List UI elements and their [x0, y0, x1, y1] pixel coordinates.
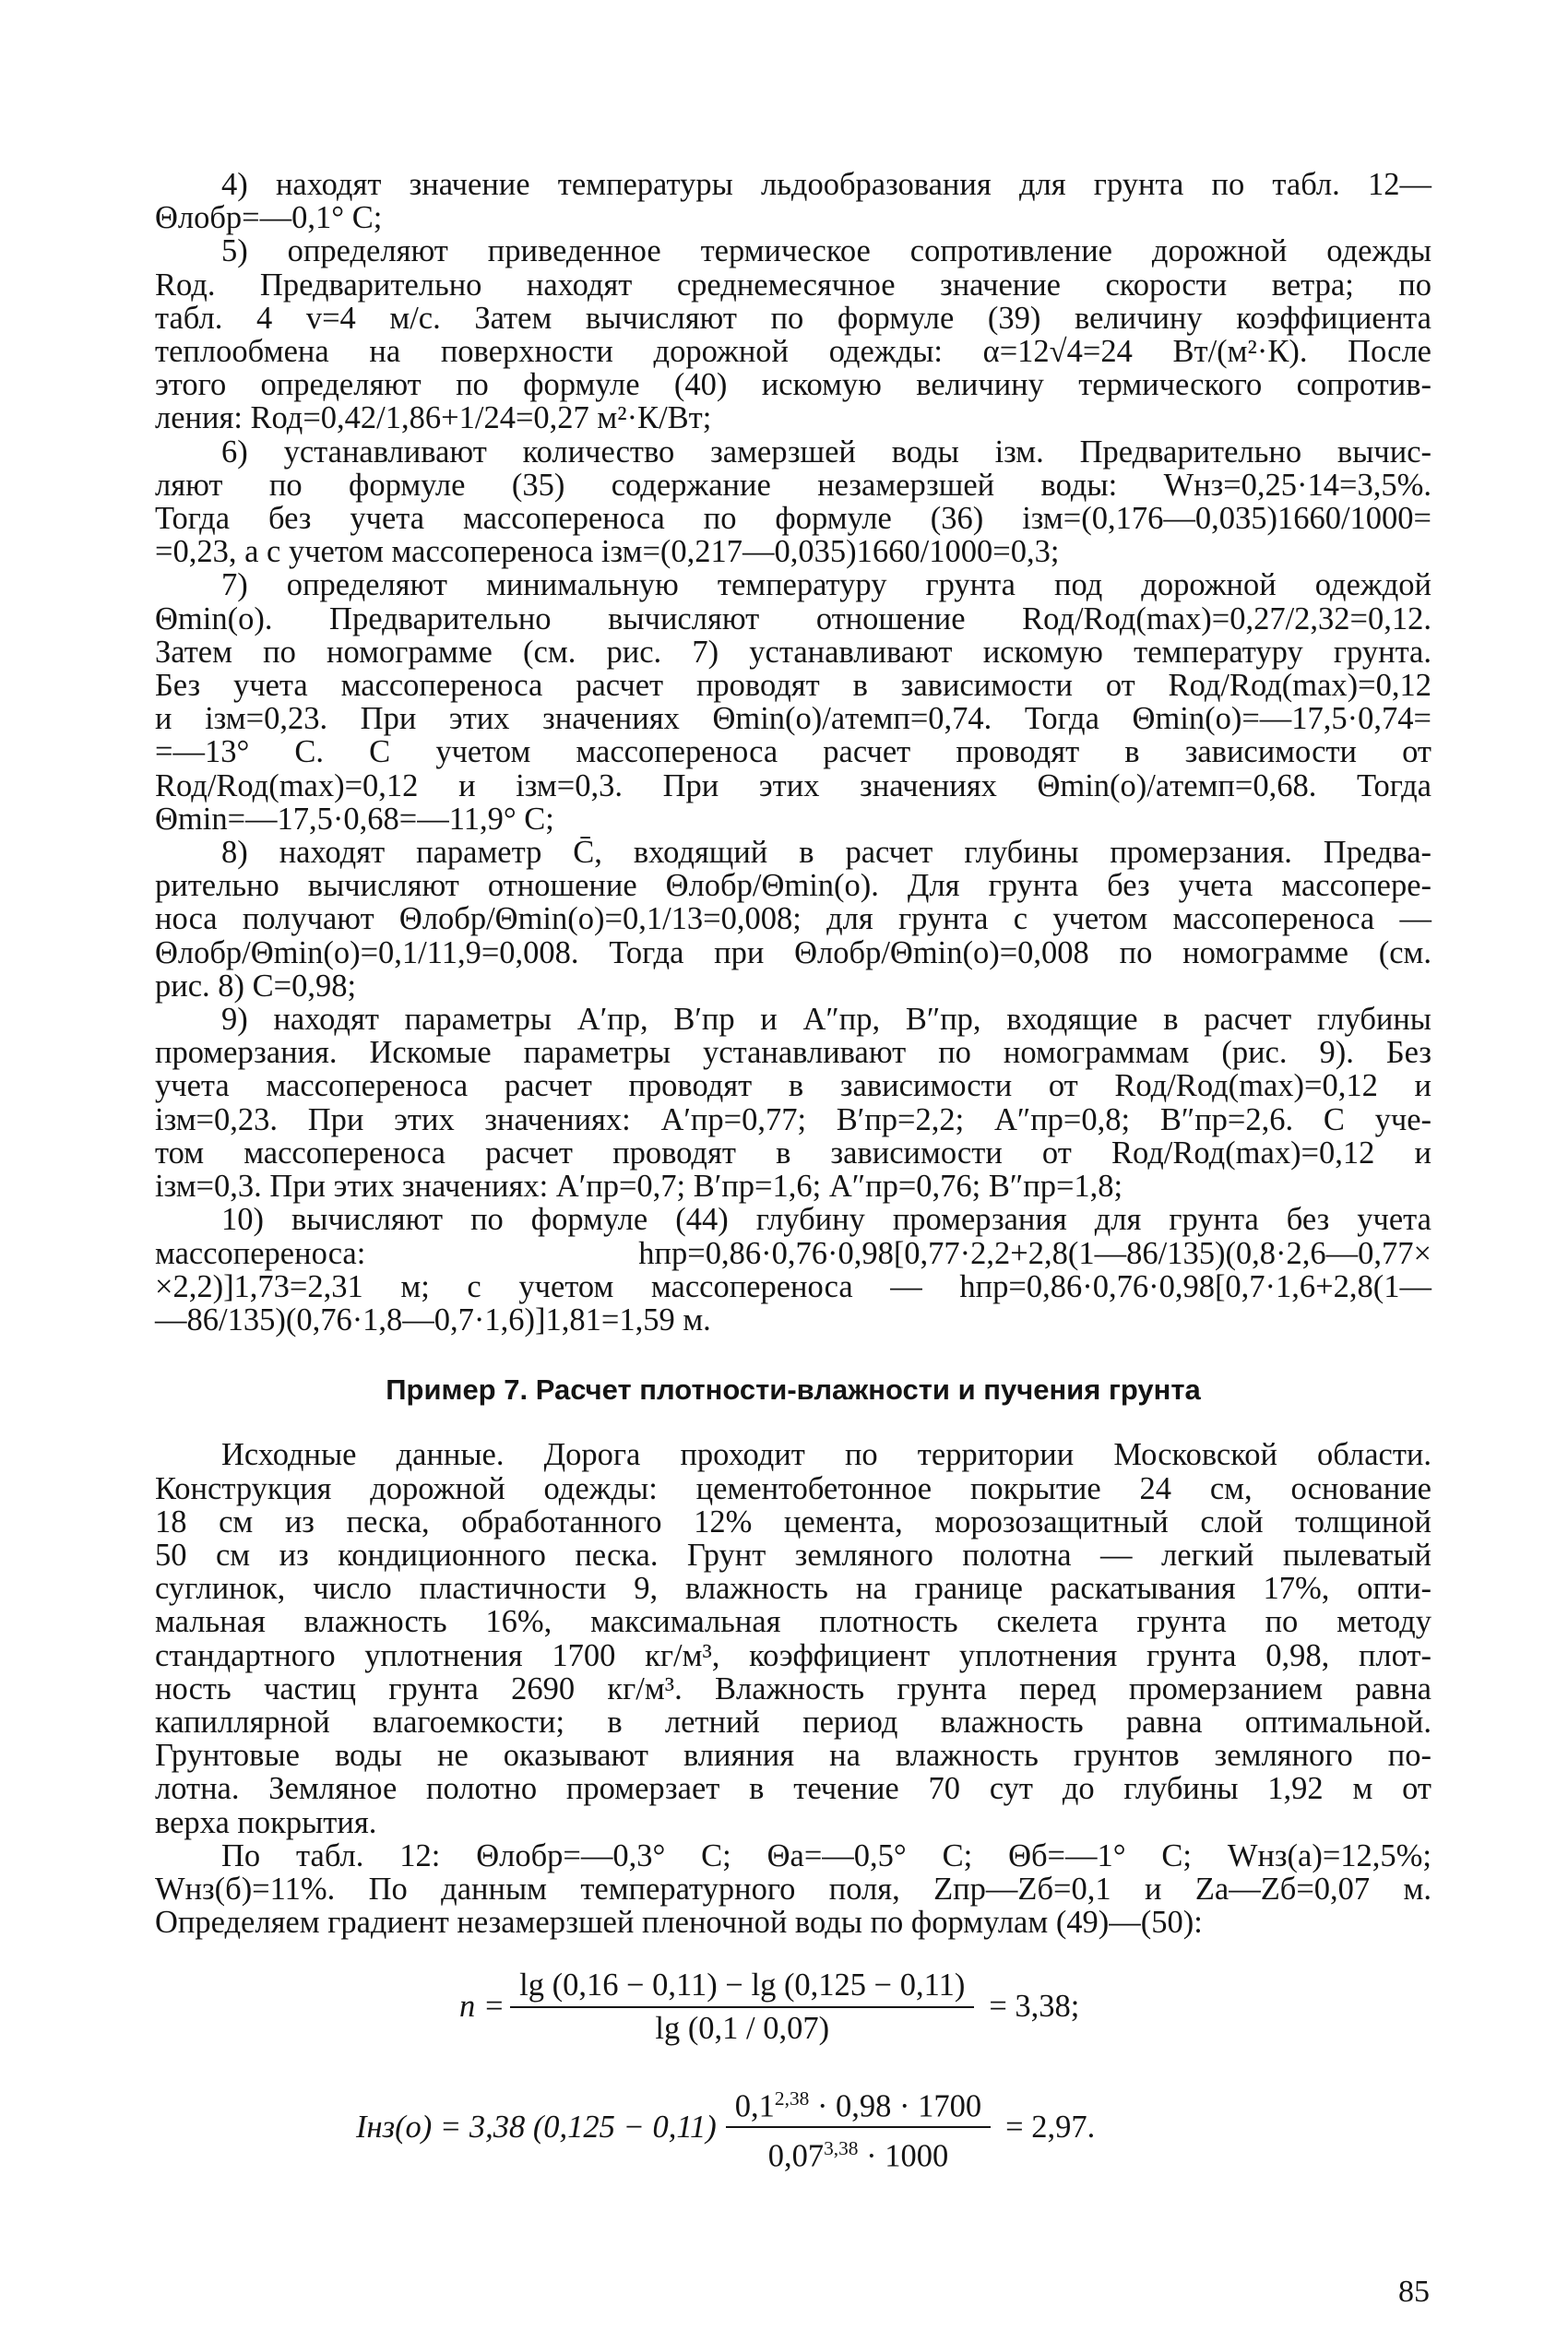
formula-inz-rhs: = 2,97.: [1005, 2110, 1096, 2146]
steps-text-line: учета массопереноса расчет проводят в зависимости от Rод/Rод(max)=0,12 и: [155, 1068, 1431, 1104]
example-text-line: мальная влажность 16%, максимальная плотность скелета грунта по методу: [155, 1604, 1431, 1640]
example-text-line: Исходные данные. Дорога проходит по территории Московской области.: [221, 1437, 1431, 1473]
example-text-line: 18 см из песка, обработанного 12% цемента, морозозащитный слой толщиной: [155, 1504, 1431, 1540]
steps-text-line: ляют по формуле (35) содержание незамерзшей воды: Wнз=0,25·14=3,5%.: [155, 467, 1431, 503]
formula-n-denominator: lg (0,1 / 0,07): [655, 2010, 830, 2046]
steps-text-line: =0,23, а с учетом массопереноса iзм=(0,217—0,035)1660/1000=0,3;: [155, 534, 1060, 570]
steps-text-line: ления: Rод=0,42/1,86+1/24=0,27 м²·К/Вт;: [155, 400, 712, 436]
steps-text-line: и iзм=0,23. При этих значениях Θmin(o)/aтемп=0,74. Тогда Θmin(o)=—17,5·0,74=: [155, 701, 1431, 737]
steps-text-line: Затем по номограмме (см. рис. 7) устанавливают искомую температуру грунта.: [155, 634, 1431, 670]
steps-text-line: —86/135)(0,76·1,8—0,7·1,6)]1,81=1,59 м.: [155, 1302, 711, 1337]
example-text-line: капиллярной влагоемкости; в летний период влажность равна оптимальной.: [155, 1704, 1431, 1740]
formula-n: [459, 1968, 1431, 2044]
steps-text-line: Θлобр/Θmin(o)=0,1/11,9=0,008. Тогда при Θлобр/Θmin(o)=0,008 по номограмме (см.: [155, 934, 1431, 970]
steps-section: [155, 168, 1431, 1337]
example-text-line: Определяем градиент незамерзшей пленочной воды по формулам (49)—(50):: [155, 1905, 1203, 1941]
steps-text-line: Θmin(o). Предварительно вычисляют отношение Rод/Rод(max)=0,27/2,32=0,12.: [155, 600, 1431, 636]
formula-inz-numerator: $0,1^{2,38} \cdot 0,98 \cdot 1700$: [726, 2082, 991, 2129]
steps-text-line: iзм=0,3. При этих значениях: A′пр=0,7; B′пр=1,6; A″пр=0,76; B″пр=1,8;: [155, 1169, 1123, 1205]
steps-text-line: рис. 8) C=0,98;: [155, 968, 357, 1004]
example-text-line: ность частиц грунта 2690 кг/м³. Влажность грунта перед промерзанием равна: [155, 1670, 1431, 1706]
formula-inz-denominator: $0,07^{3,38} \cdot 1000$: [767, 2137, 949, 2174]
steps-text-line: Без учета массопереноса расчет проводят в зависимости от Rод/Rод(max)=0,12: [155, 668, 1431, 704]
example-text-line: лотна. Земляное полотно промерзает в течение 70 сут до глубины 1,92 м от: [155, 1771, 1431, 1807]
formula-n-rhs: = 3,38;: [989, 1989, 1080, 2025]
formula-n-numerator: lg (0,16 − 0,11) − lg (0,125 − 0,11): [510, 1968, 974, 2007]
example-text-line: Wнз(б)=11%. По данным температурного поля, Zпр—Zб=0,1 и Zа—Zб=0,07 м.: [155, 1871, 1431, 1907]
page-number: 85: [1398, 2275, 1430, 2309]
steps-text-line: Θлобр=—0,1° С;: [155, 200, 383, 236]
page-content: [155, 168, 1431, 2173]
steps-text-line: табл. 4 v=4 м/с. Затем вычисляют по формуле (39) величину коэффициента: [155, 300, 1431, 336]
steps-text-line: Rод. Предварительно находят среднемесячное значение скорости ветра; по: [155, 267, 1431, 303]
steps-text-line: Θmin=—17,5·0,68=—11,9° С;: [155, 801, 554, 837]
formula-inz: [356, 2082, 1431, 2173]
steps-text-line: 7) определяют минимальную температуру грунта под дорожной одеждой: [221, 567, 1431, 603]
steps-text-line: том массопереноса расчет проводят в зависимости от Rод/Rод(max)=0,12 и: [155, 1135, 1431, 1171]
example-text-line: 50 см из кондиционного песка. Грунт земляного полотна — легкий пылеватый: [155, 1537, 1431, 1573]
steps-text-line: iзм=0,23. При этих значениях: A′пр=0,77; B′пр=2,2; A″пр=0,8; B″пр=2,6. С уче-: [155, 1101, 1431, 1137]
example-text-line: суглинок, число пластичности 9, влажность на границе раскатывания 17%, опти-: [155, 1571, 1431, 1607]
steps-text-line: 8) находят параметр C̄, входящий в расчет глубины промерзания. Предва-: [221, 835, 1431, 871]
steps-text-line: ×2,2)]1,73=2,31 м; с учетом массопереноса — hпр=0,86·0,76·0,98[0,7·1,6+2,8(1—: [155, 1268, 1431, 1304]
steps-text-line: носа получают Θлобр/Θmin(o)=0,1/13=0,008; для грунта с учетом массопереноса —: [155, 901, 1431, 937]
formula-inz-fraction: [726, 2082, 991, 2173]
steps-text-line: теплообмена на поверхности дорожной одежды: α=12√4=24 Вт/(м²·К). После: [155, 334, 1431, 370]
example-text-line: Грунтовые воды не оказывают влияния на влажность грунтов земляного по-: [155, 1738, 1431, 1774]
steps-text-line: 6) устанавливают количество замерзшей воды iзм. Предварительно вычис-: [221, 434, 1431, 470]
example-section: [155, 1438, 1431, 1939]
example-text-line: верха покрытия.: [155, 1804, 377, 1840]
steps-text-line: 4) находят значение температуры льдообразования для грунта по табл. 12—: [221, 167, 1431, 202]
steps-text-line: 9) находят параметры A′пр, B′пр и A″пр, B″пр, входящие в расчет глубины: [221, 1002, 1431, 1038]
example-heading: Пример 7. Расчет плотности-влажности и пучения грунта: [386, 1373, 1201, 1407]
steps-text-line: Тогда без учета массопереноса по формуле (36) iзм=(0,176—0,035)1660/1000=: [155, 501, 1431, 537]
steps-text-line: 5) определяют приведенное термическое сопротивление дорожной одежды: [221, 233, 1431, 269]
steps-text-line: промерзания. Искомые параметры устанавливают по номограммам (рис. 9). Без: [155, 1035, 1431, 1071]
steps-text-line: массопереноса: hпр=0,86·0,76·0,98[0,77·2,2+2,8(1—86/135)(0,8·2,6—0,77×: [155, 1235, 1431, 1271]
steps-text-line: 10) вычисляют по формуле (44) глубину промерзания для грунта без учета: [221, 1202, 1431, 1238]
steps-text-line: =—13° С. С учетом массопереноса расчет проводят в зависимости от: [155, 734, 1431, 770]
formula-n-lhs: n =: [459, 1989, 505, 2025]
example-text-line: стандартного уплотнения 1700 кг/м³, коэффициент уплотнения грунта 0,98, плот-: [155, 1637, 1431, 1673]
formula-n-fraction: [510, 1968, 974, 2044]
steps-text-line: рительно вычисляют отношение Θлобр/Θmin(o). Для грунта без учета массопере-: [155, 868, 1431, 904]
example-text-line: Конструкция дорожной одежды: цементобетонное покрытие 24 см, основание: [155, 1470, 1431, 1506]
example-text-line: По табл. 12: Θлобр=—0,3° С; Θа=—0,5° С; Θб=—1° С; Wнз(а)=12,5%;: [221, 1837, 1431, 1873]
steps-text-line: этого определяют по формуле (40) искомую величину термического сопротив-: [155, 367, 1431, 403]
steps-text-line: Rод/Rод(max)=0,12 и iзм=0,3. При этих значениях Θmin(o)/aтемп=0,68. Тогда: [155, 767, 1431, 803]
formula-inz-lhs: Iнз(о) = 3,38 (0,125 − 0,11): [356, 2110, 717, 2146]
